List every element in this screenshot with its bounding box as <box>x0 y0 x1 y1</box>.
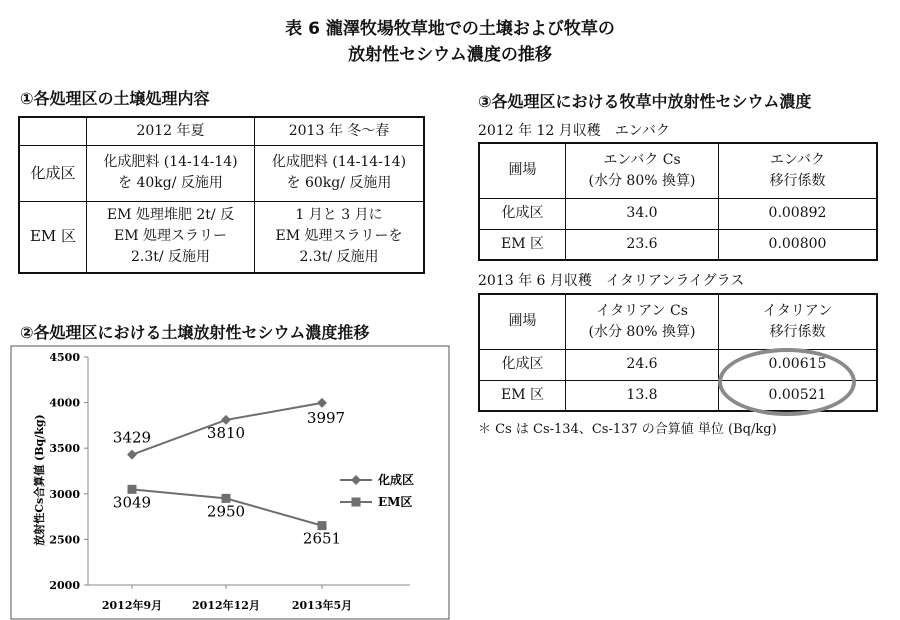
coef-cell: 0.00800 <box>719 229 878 260</box>
x-tick-label: 2012年9月 <box>101 599 163 612</box>
cell-line: エンバク Cs <box>603 151 681 168</box>
cell-line: 化成肥料 (14-14-14) <box>271 154 407 170</box>
table-header-cell <box>719 294 878 349</box>
cs-cell: 23.6 <box>566 229 719 260</box>
oat-cs-table <box>478 142 878 261</box>
table-row <box>479 229 877 260</box>
cell-line: 移行係数 <box>769 323 826 340</box>
coef-cell: 0.00615 <box>719 349 878 380</box>
data-label: 3049 <box>112 493 152 512</box>
cell-line: (水分 80% 換算) <box>588 323 696 340</box>
section1-heading: ①各処理区の土壌処理内容 <box>20 89 210 108</box>
coef-cell: 0.00521 <box>719 380 878 411</box>
x-tick-label: 2012年12月 <box>192 599 260 612</box>
unit-note: ＊ Cs は Cs-134、Cs-137 の合算値 単位 (Bq/kg) <box>478 422 777 437</box>
data-label: 3810 <box>206 423 246 442</box>
legend-label: EM区 <box>378 495 413 509</box>
table-row <box>479 198 877 229</box>
table-header-cell: 2012 年夏 <box>87 117 255 145</box>
table-header-cell: 圃場 <box>479 143 566 198</box>
section2-heading: ②各処理区における土壌放射性セシウム濃度推移 <box>20 323 370 342</box>
cell-line: 1 月と 3 月に <box>295 207 383 224</box>
table-header-cell <box>19 117 87 145</box>
table-header-cell: 2013 年 冬～春 <box>255 117 425 145</box>
cell-line: 移行係数 <box>769 172 826 189</box>
table-header-cell <box>566 294 719 349</box>
legend-label: 化成区 <box>378 473 415 487</box>
field-cell: EM 区 <box>479 229 566 260</box>
cell-line: 2.3t/ 反施用 <box>130 249 211 266</box>
field-cell: 化成区 <box>479 349 566 380</box>
x-tick-label: 2013年5月 <box>291 599 353 612</box>
document-title-line2: 放射性セシウム濃度の推移 <box>348 45 552 65</box>
coef-cell: 0.00892 <box>719 198 878 229</box>
table-cell <box>255 201 425 273</box>
cell-line: EM 処理スラリー <box>113 228 227 245</box>
table-header-cell: 圃場 <box>479 294 566 349</box>
row-label: EM 区 <box>19 201 87 273</box>
legend-marker <box>352 498 361 507</box>
table-cell <box>87 201 255 273</box>
data-label: 2651 <box>302 529 342 548</box>
cell-line: イタリアン Cs <box>596 302 688 319</box>
highlight-circle <box>718 348 856 416</box>
cell-line: を 40kg/ 反施用 <box>118 175 223 191</box>
cs-cell: 24.6 <box>566 349 719 380</box>
y-tick-label: 2000 <box>49 579 80 592</box>
table-row <box>19 201 424 273</box>
y-tick-label: 4000 <box>49 396 80 410</box>
section3-heading: ③各処理区における牧草中放射性セシウム濃度 <box>478 92 812 111</box>
cell-line: EM 処理スラリーを <box>275 228 403 245</box>
table-header-cell <box>566 143 719 198</box>
data-label: 3429 <box>112 428 152 447</box>
y-tick-label: 2500 <box>49 533 80 547</box>
cs-cell: 34.0 <box>566 198 719 229</box>
soil-treatment-table <box>18 116 425 274</box>
cell-line: EM 処理堆肥 2t/ 反 <box>106 207 235 224</box>
cell-line: 化成肥料 (14-14-14) <box>103 154 238 170</box>
cell-line: 2.3t/ 反施用 <box>299 249 379 266</box>
data-point <box>127 450 137 460</box>
data-label: 2950 <box>206 502 246 521</box>
row-label: 化成区 <box>19 145 87 201</box>
field-cell: 化成区 <box>479 198 566 229</box>
document-title-line1: 表 6 瀧澤牧場牧草地での土壌および牧草の <box>285 19 615 39</box>
table1-caption: 2012 年 12 月収穫 エンバク <box>478 123 670 139</box>
table-row <box>19 145 424 201</box>
y-tick-label: 3500 <box>49 442 80 456</box>
cell-line: イタリアン <box>762 302 833 319</box>
soil-cs-line-chart <box>10 345 450 620</box>
y-tick-label: 3000 <box>49 487 80 501</box>
data-label: 3997 <box>306 408 346 427</box>
field-cell: EM 区 <box>479 380 566 411</box>
cell-line: (水分 80% 換算) <box>588 172 696 189</box>
y-axis-label: 放射性Cs合算値 (Bq/kg) <box>33 414 46 546</box>
table-cell <box>87 145 255 201</box>
table-header-cell <box>719 143 878 198</box>
data-point <box>317 398 327 408</box>
legend-marker <box>351 475 361 485</box>
y-tick-label: 4500 <box>49 351 80 364</box>
cell-line: エンバク <box>769 151 826 168</box>
table2-caption: 2013 年 6 月収穫 イタリアンライグラス <box>478 273 745 289</box>
cell-line: を 60kg/ 反施用 <box>286 175 392 191</box>
cs-cell: 13.8 <box>566 380 719 411</box>
table-cell <box>255 145 425 201</box>
